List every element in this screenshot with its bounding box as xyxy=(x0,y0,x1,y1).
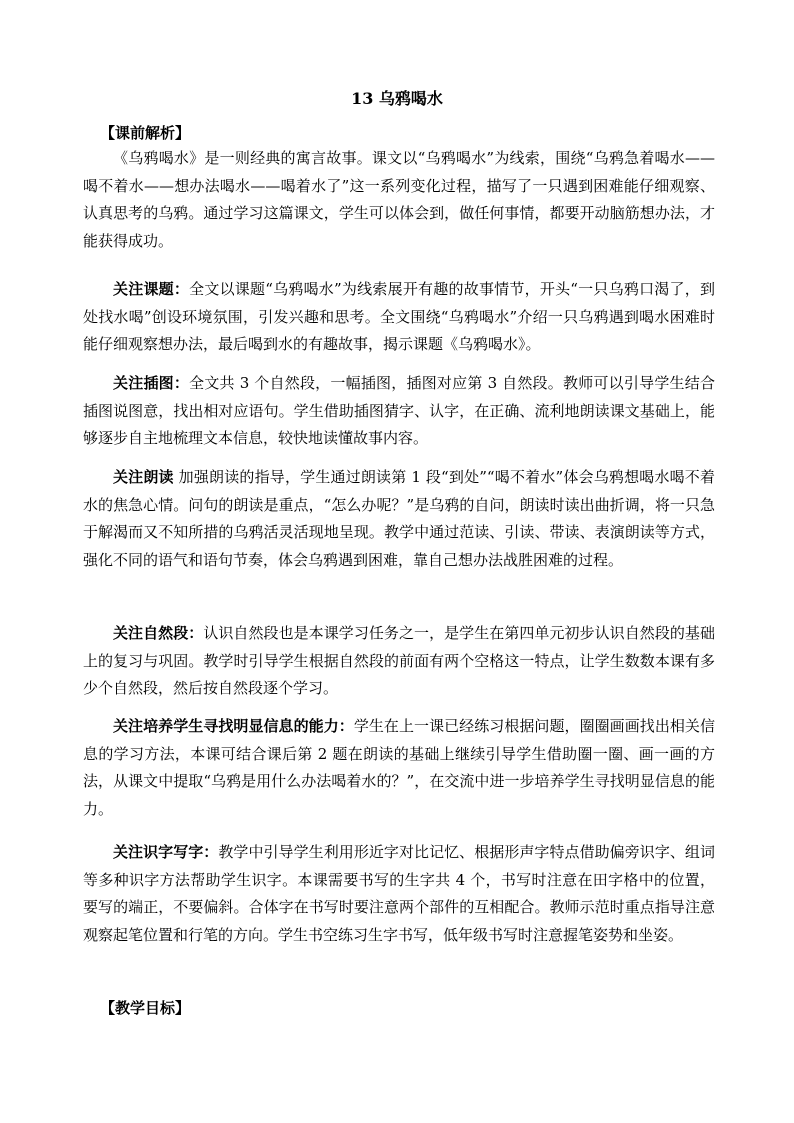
section-heading-teaching-goals: 【教学目标】 xyxy=(100,999,191,1017)
paragraph-text: 《乌鸦喝水》是一则经典的寓言故事。课文以“乌鸦喝水”为线索，围绕“乌鸦急着喝水——喝不着水——想办法喝水——喝着水了”这一系列变化过程，描写了一只遇到困难能仔细观察、认真思考的乌鸦。通过学习这篇课文，学生可以体会到，做任何事情，都要开动脑筋想办法，才能获得成功。 xyxy=(83,149,715,250)
paragraph-text: 全文共 3 个自然段，一幅插图，插图对应第 3 自然段。教师可以引导学生结合插图说图意，找出相对应语句。学生借助插图猜字、认字，在正确、流利地朗读课文基础上，能够逐步自主地梳理文本信息，较快地读懂故事内容。 xyxy=(83,374,715,447)
paragraph-lead: 关注自然段： xyxy=(113,624,204,642)
paragraph-literacy-writing-focus xyxy=(83,839,715,949)
paragraph-topic-focus xyxy=(83,276,715,359)
paragraph-lead: 关注培养学生寻找明显信息的能力： xyxy=(113,717,354,735)
paragraph-intro xyxy=(83,145,715,255)
paragraph-text: 加强朗读的指导，学生通过朗读第 1 段“到处”“喝不着水”体会乌鸦想喝水喝不着水的焦急心情。问句的朗读是重点，“怎么办呢？”是乌鸦的自问，朗读时读出曲折调，将一只急于解渴而又不知所措的乌鸦活灵活现地呈现。教学中通过范读、引读、带读、表演朗读等方式，强化不同的语气和语句节奏，体会乌鸦遇到困难，靠自己想办法战胜困难的过程。 xyxy=(83,468,715,569)
paragraph-text: 学生在上一课已经练习根据问题，圈圈画画找出相关信息的学习方法，本课可结合课后第 2 题在朗读的基础上继续引导学生借助圈一圈、画一画的方法，从课文中提取“乌鸦是用什么办法喝着水的？”，在交流中进一步培养学生寻找明显信息的能力。 xyxy=(83,717,715,818)
paragraph-text: 教学中引导学生利用形近字对比记忆、根据形声字特点借助偏旁识字、组词等多种识字方法帮助学生识字。本课需要书写的生字共 4 个，书写时注意在田字格中的位置，要写的端正，不要偏斜。合体字在书写时要注意两个部件的互相配合。教师示范时重点指导注意观察起笔位置和行笔的方向。学生书空练习生字书写，低年级书写时注意握笔姿势和坐姿。 xyxy=(83,843,715,944)
lesson-title: 13 乌鸦喝水 xyxy=(351,89,443,108)
paragraph-lead: 关注插图： xyxy=(113,374,190,392)
paragraph-natural-paragraph-focus xyxy=(83,620,715,703)
paragraph-text: 全文以课题“乌鸦喝水”为线索展开有趣的故事情节，开头“一只乌鸦口渴了，到处找水喝”创设环境氛围，引发兴趣和思考。全文围绕“乌鸦喝水”介绍一只乌鸦遇到喝水困难时能仔细观察想办法，最后喝到水的有趣故事，揭示课题《乌鸦喝水》。 xyxy=(83,280,715,353)
paragraph-illustration-focus xyxy=(83,370,715,453)
paragraph-lead: 关注识字写字： xyxy=(113,843,219,861)
paragraph-information-ability-focus xyxy=(83,713,715,823)
paragraph-text: 认识自然段也是本课学习任务之一，是学生在第四单元初步认识自然段的基础上的复习与巩固。教学时引导学生根据自然段的前面有两个空格这一特点，让学生数数本课有多少个自然段，然后按自然段逐个学习。 xyxy=(83,624,715,697)
paragraph-reading-focus xyxy=(83,464,715,574)
paragraph-lead: 关注课题： xyxy=(113,280,190,298)
paragraph-lead: 关注朗读 xyxy=(113,468,174,486)
section-heading-pre-analysis: 【课前解析】 xyxy=(100,124,191,142)
